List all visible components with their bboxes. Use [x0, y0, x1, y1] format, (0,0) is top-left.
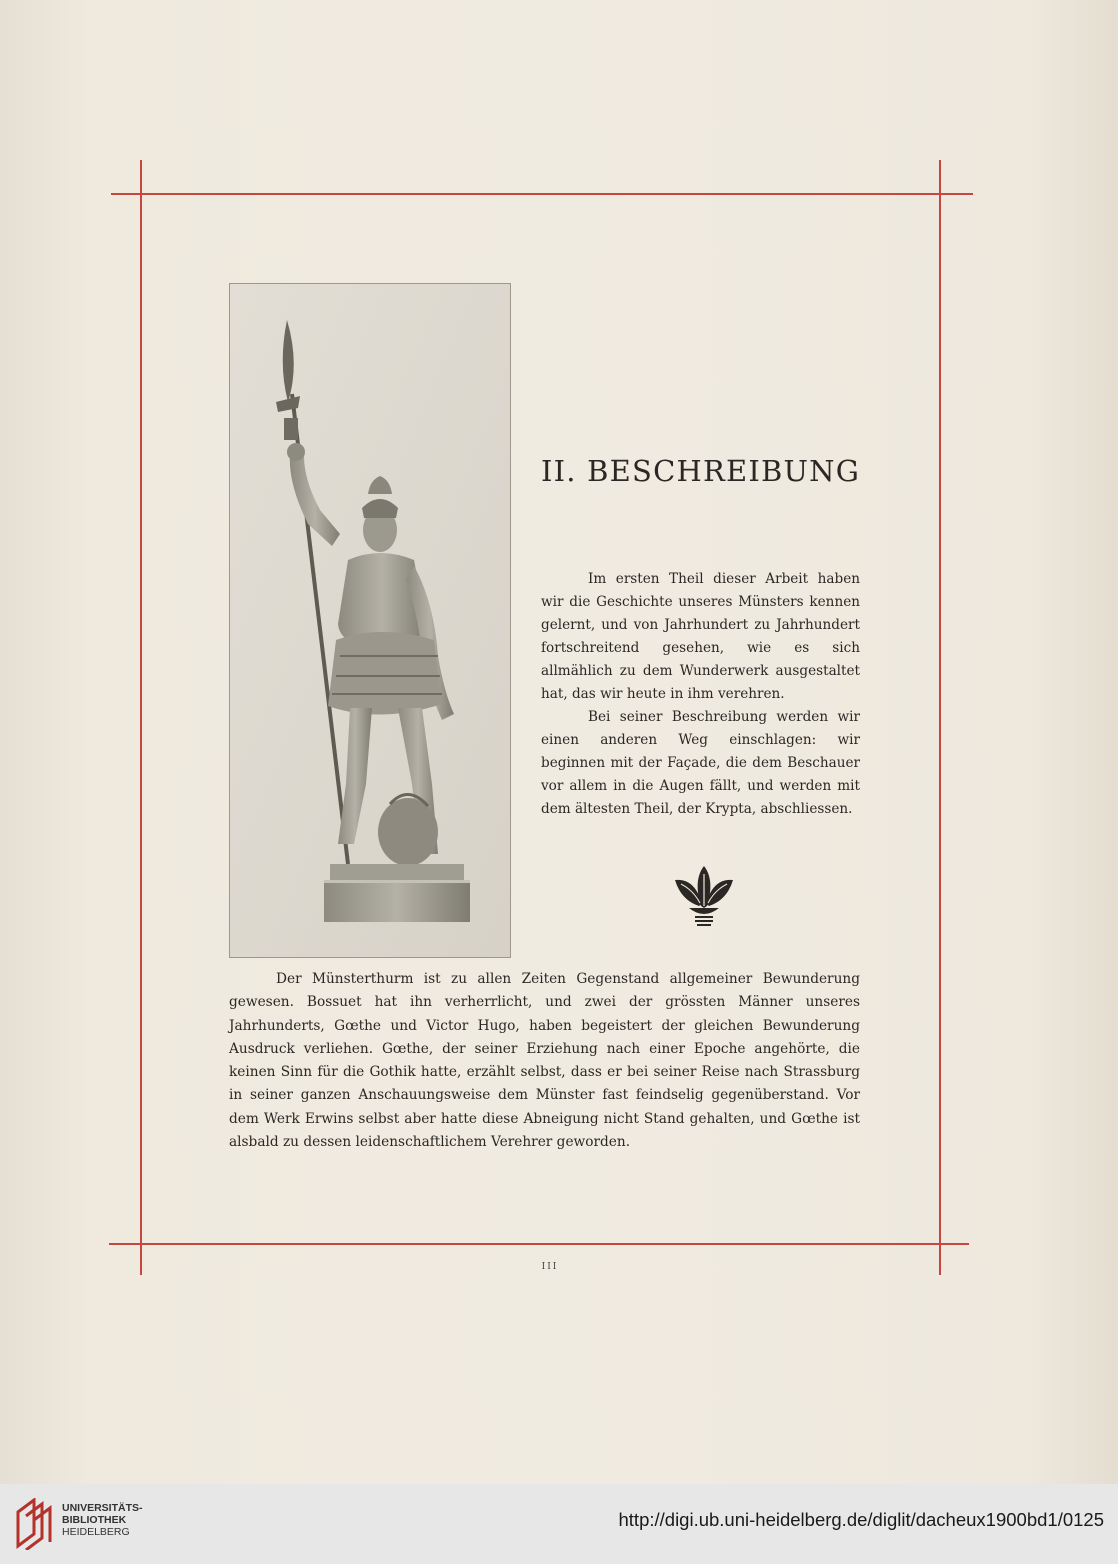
frame-rule-top [111, 193, 973, 195]
library-name [62, 1502, 143, 1538]
column-text [541, 568, 860, 821]
statue-illustration [230, 284, 510, 957]
column-paragraph-2: Bei seiner Beschreibung werden wir einen anderen Weg einschlagen: wir beginnen mit der Façade, die dem Beschauer vor allem in die Augen fällt, und werden mit dem ältesten Theil, der Krypta, abschliessen. [541, 709, 860, 817]
leaf-vignette-icon [669, 858, 739, 932]
permalink-url[interactable]: http://digi.ub.uni-heidelberg.de/diglit/dacheux1900bd1/0125 [618, 1509, 1104, 1530]
body-paragraph: Der Münsterthurm ist zu allen Zeiten Gegenstand allgemeiner Bewunderung gewesen. Bossuet hat ihn verherrlicht, und zwei der grössten Männer unseres Jahrhunderts, Gœthe und Victor Hugo, haben begeistert der gleichen Bewunderung Ausdruck verliehen. Gœthe, der seiner Erziehung nach einer Epoche angehörte, die keinen Sinn für die Gothik hatte, erzählt selbst, dass er bei seiner Reise nach Strassburg in seiner ganzen Anschauungsweise dem Münster fast feindselig gegenüberstand. Vor dem Werk Erwins selbst aber hatte diese Abneigung nicht Stand gehalten, und Gœthe ist alsbald zu dessen leidenschaftlichem Verehrer geworden. [229, 971, 860, 1151]
library-logo-icon [14, 1498, 56, 1550]
library-name-line-1: UNIVERSITÄTS- [62, 1502, 143, 1514]
frame-rule-right [939, 160, 941, 1275]
library-footer [0, 1484, 1118, 1564]
column-paragraph-1: Im ersten Theil dieser Arbeit haben wir die Geschichte unseres Münsters kennen gelernt, und von Jahrhundert zu Jahrhundert fortschreitend gesehen, wie es sich allmählich zu dem Wunderwerk ausgestaltet hat, das wir heute in ihm verehren. [541, 571, 860, 702]
frame-rule-left [140, 160, 142, 1275]
library-name-line-2: BIBLIOTHEK [62, 1514, 127, 1526]
frame-rule-bottom [109, 1243, 969, 1245]
page-number: III [541, 1262, 559, 1272]
chapter-heading: II. BESCHREIBUNG [541, 454, 861, 488]
statue-photograph [229, 283, 511, 958]
library-name-line-3: HEIDELBERG [62, 1526, 130, 1538]
